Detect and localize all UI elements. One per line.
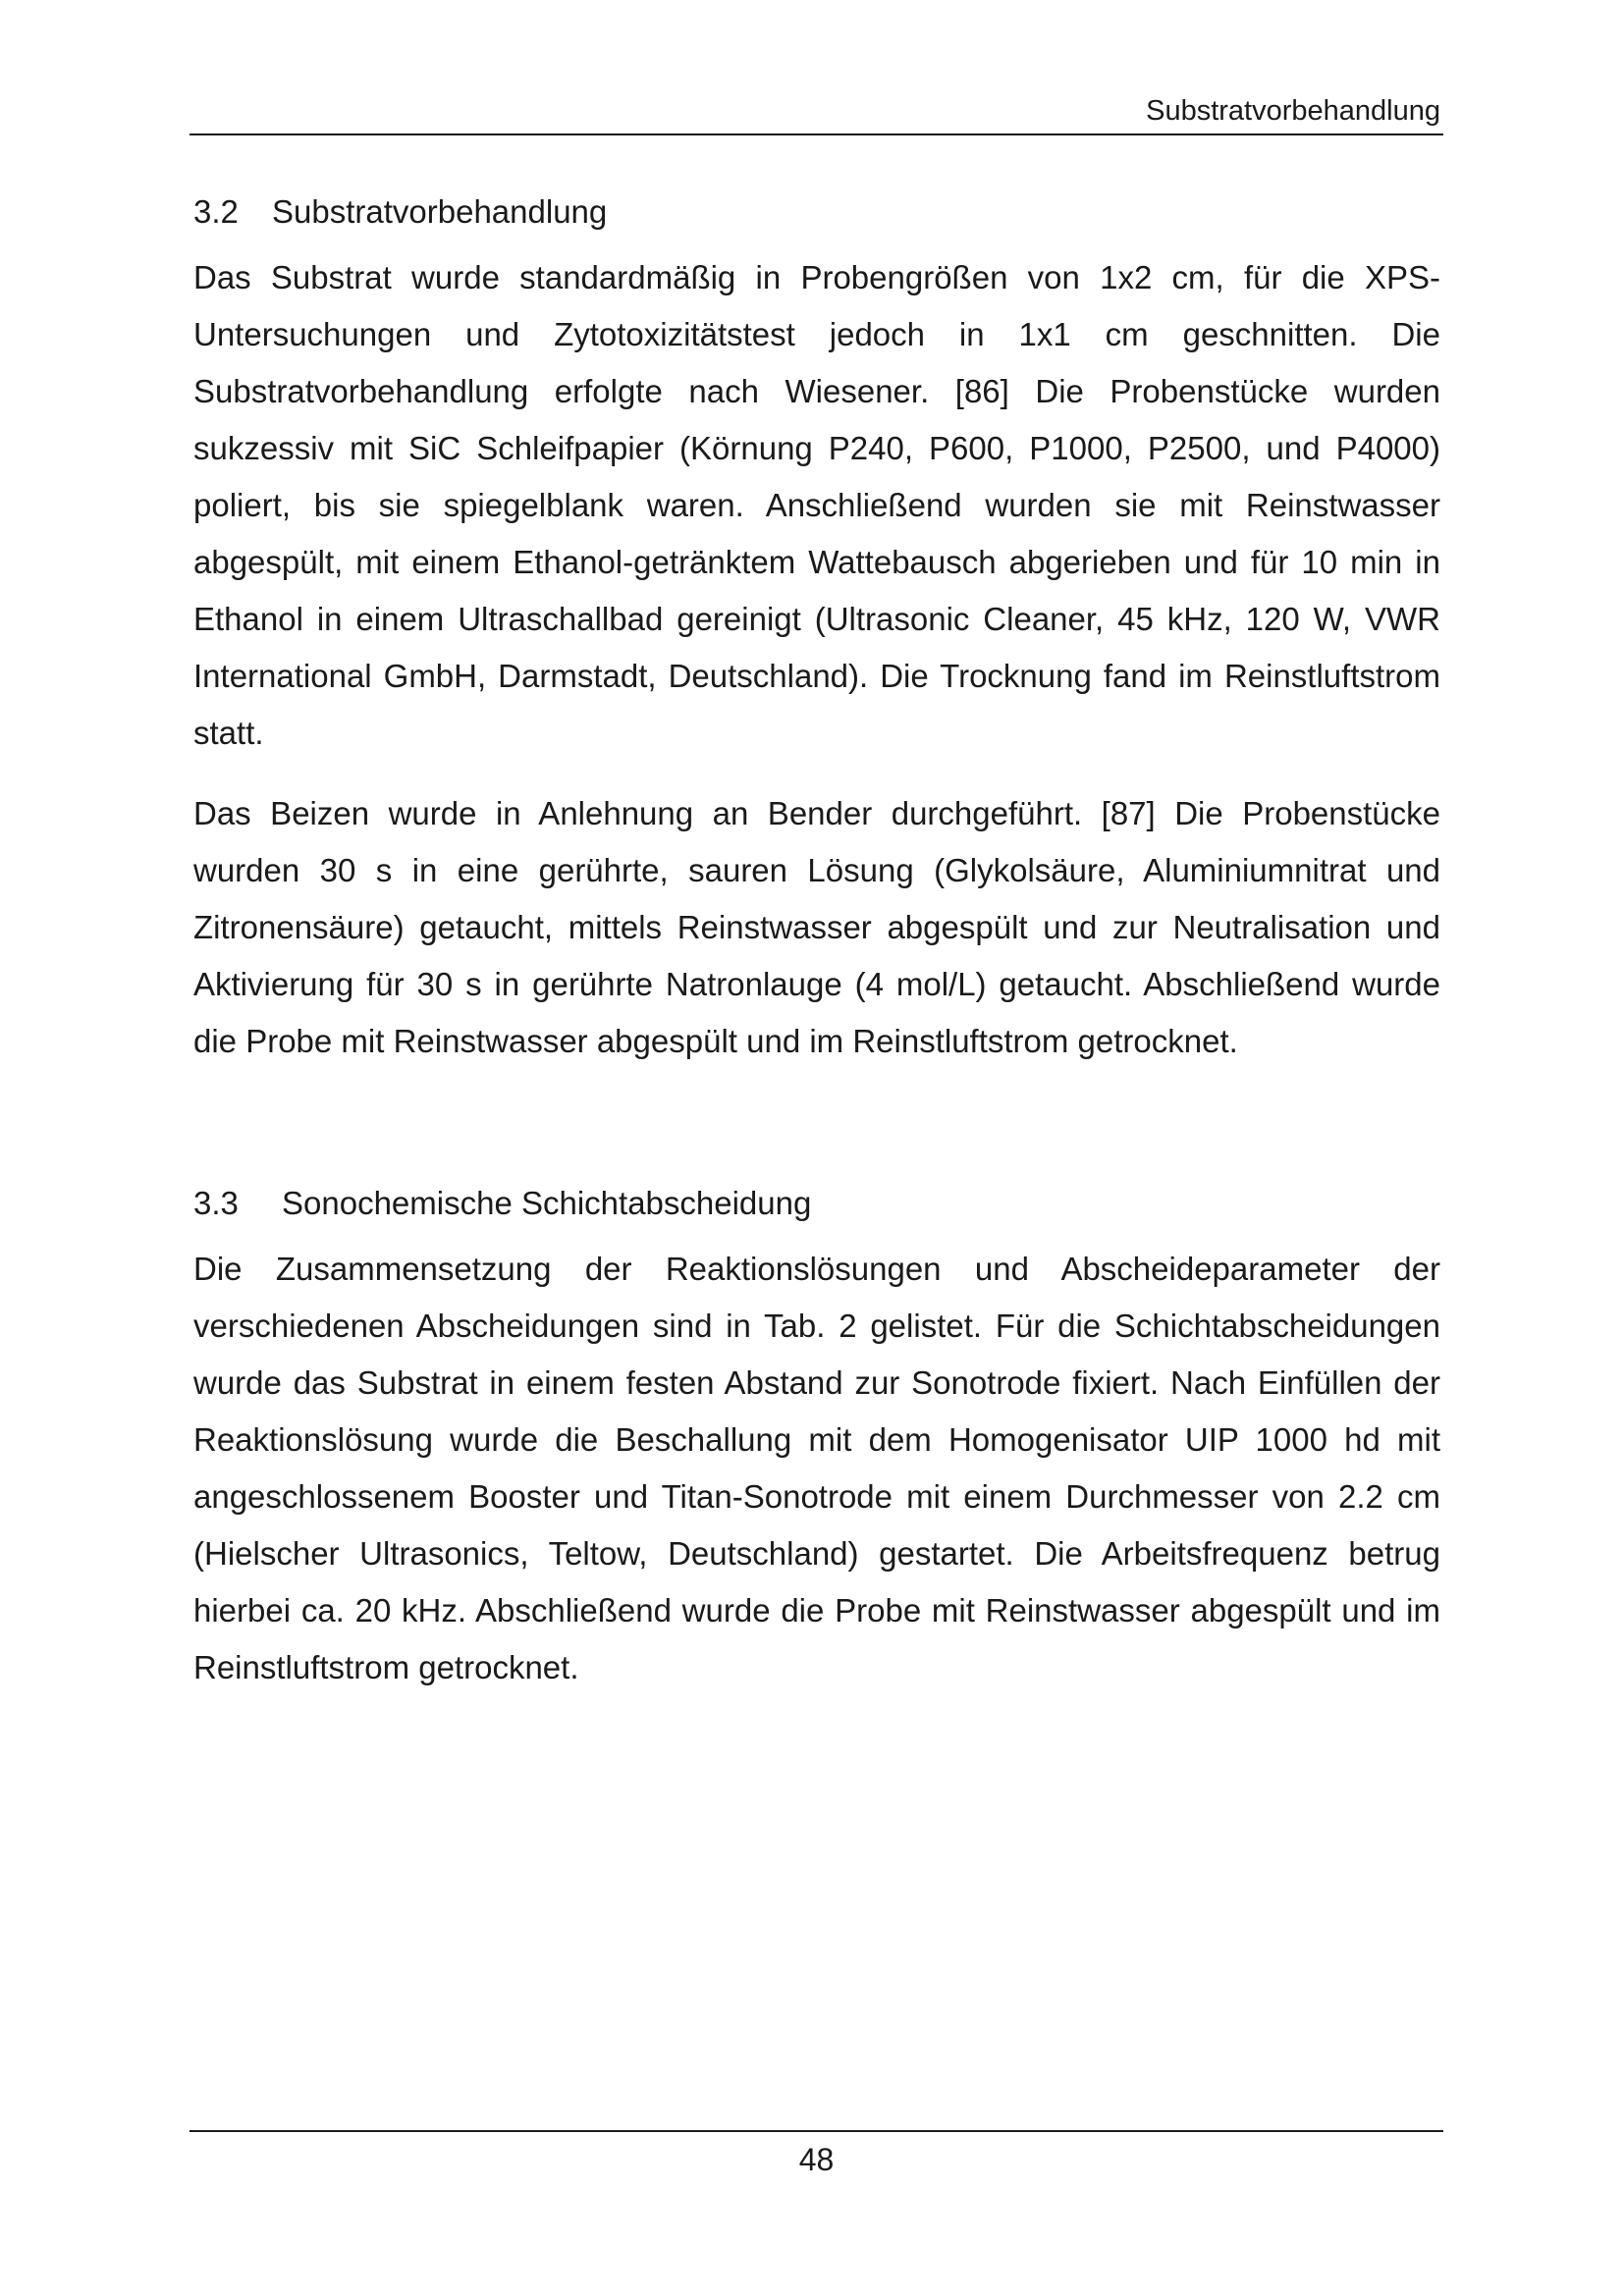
section-title: Sonochemische Schichtabscheidung (282, 1185, 812, 1221)
section-number: 3.3 (193, 1185, 239, 1221)
section-3-2 (193, 192, 1440, 1070)
paragraph: Das Substrat wurde standardmäßig in Probengrößen von 1x2 cm, für die XPS-Untersuchungen und Zytotoxizitätstest jedoch in 1x1 cm geschnitten. Die Substratvorbehandlung erfolgte nach Wiesener. [86] Die Probenstücke wurden sukzessiv mit SiC Schleifpapier (Körnung P240, P600, P1000, P2500, und P4000) poliert, bis sie spiegelblank waren. Anschließend wurden sie mit Reinstwasser abgespült, mit einem Ethanol-getränktem Wattebausch abgerieben und für 10 min in Ethanol in einem Ultraschallbad gereinigt (Ultrasonic Cleaner, 45 kHz, 120 W, VWR International GmbH, Darmstadt, Deutschland). Die Trocknung fand im Reinstluftstrom statt. (193, 259, 1440, 751)
section-heading (193, 192, 1440, 232)
paragraph: Das Beizen wurde in Anlehnung an Bender durchgeführt. [87] Die Probenstücke wurden 30 s in eine gerührte, sauren Lösung (Glykolsäure, Aluminiumnitrat und Zitronensäure) getaucht, mittels Reinstwasser abgespült und zur Neutralisation und Aktivierung für 30 s in gerührte Natronlauge (4 mol/L) getaucht. Abschließend wurde die Probe mit Reinstwasser abgespült und im Reinstluftstrom getrocknet. (193, 795, 1440, 1059)
section-3-3 (193, 1184, 1440, 1696)
running-header (189, 92, 1443, 135)
running-header-title: Substratvorbehandlung (1146, 95, 1440, 127)
section-title: Substratvorbehandlung (272, 193, 608, 230)
section-heading (193, 1184, 1440, 1223)
page-footer (189, 2130, 1443, 2178)
page-number: 48 (798, 2142, 835, 2177)
paragraph: Die Zusammensetzung der Reaktionslösungen und Abscheideparameter der verschiedenen Abscheidungen sind in Tab. 2 gelistet. Für die Schichtabscheidungen wurde das Substrat in einem festen Abstand zur Sonotrode fixiert. Nach Einfüllen der Reaktionslösung wurde die Beschallung mit dem Homogenisator UIP 1000 hd mit angeschlossenem Booster und Titan-Sonotrode mit einem Durchmesser von 2.2 cm (Hielscher Ultrasonics, Teltow, Deutschland) gestartet. Die Arbeitsfrequenz betrug hierbei ca. 20 kHz. Abschließend wurde die Probe mit Reinstwasser abgespült und im Reinstluftstrom getrocknet. (193, 1251, 1440, 1685)
section-number: 3.2 (193, 193, 239, 230)
